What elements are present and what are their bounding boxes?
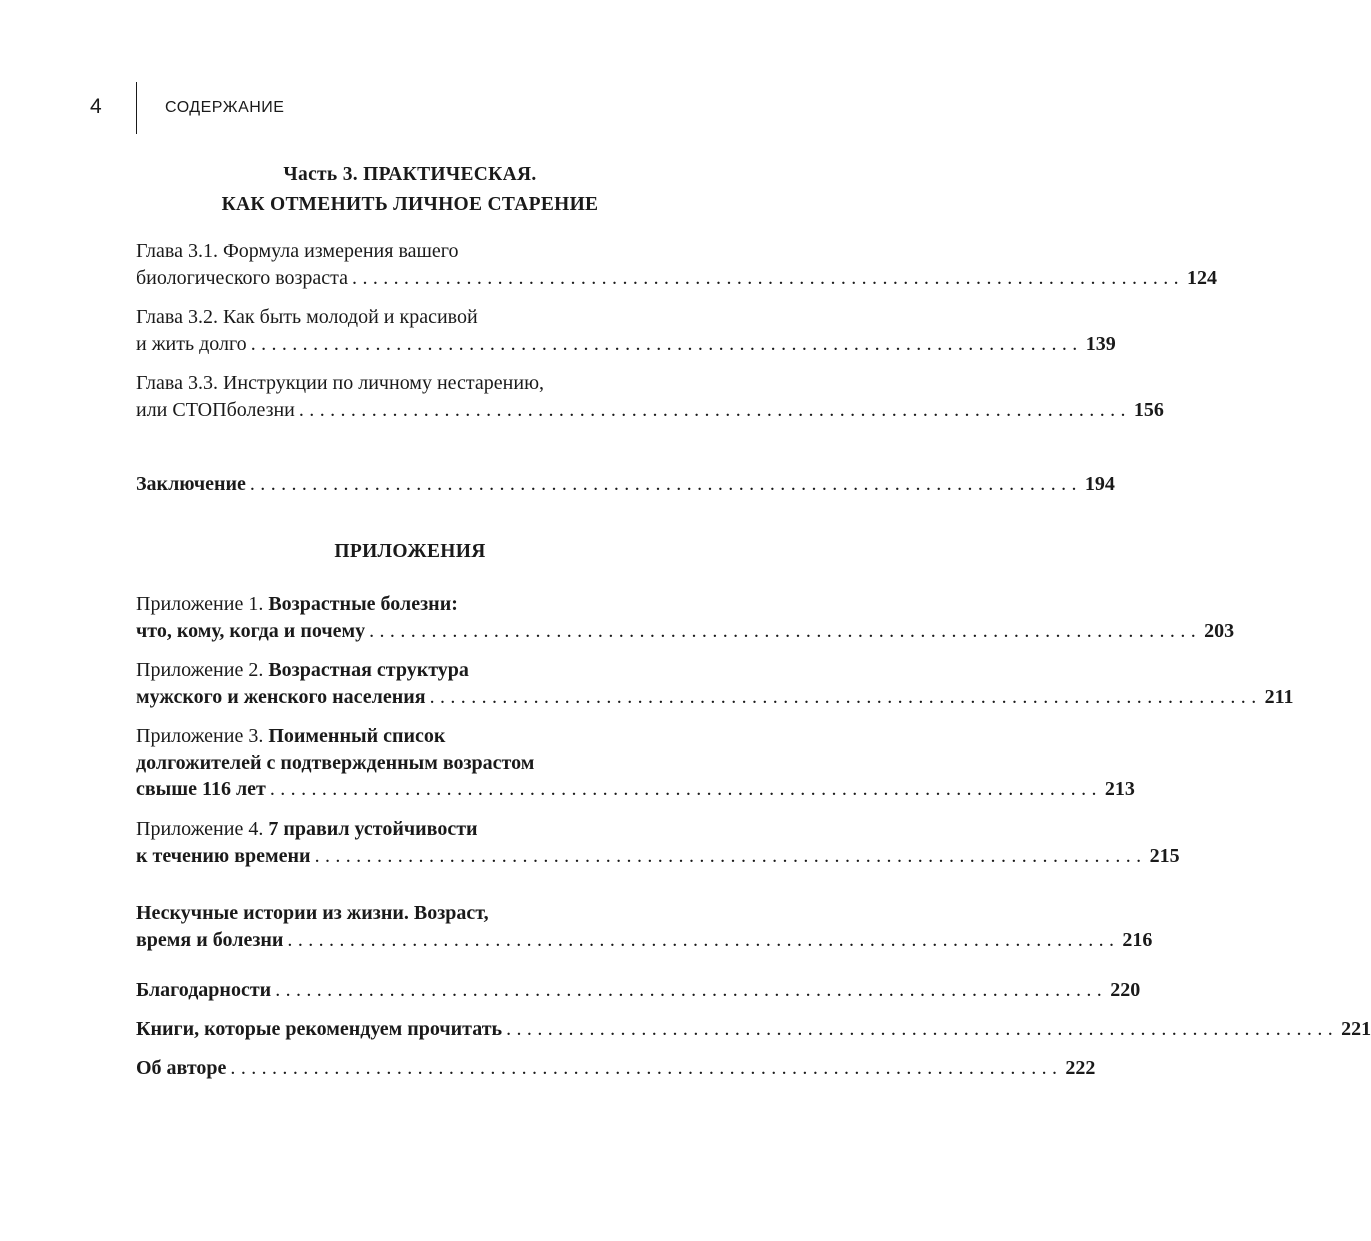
header-divider — [136, 82, 137, 134]
appendix-prefix: Приложение 4. — [136, 818, 269, 840]
toc-entry-title: биологического возраста — [136, 266, 349, 289]
toc-entry-title: Поименный список — [268, 725, 446, 747]
dot-leader: ................................................................................ — [298, 398, 1131, 421]
toc-entry-title: мужского и женского населения — [136, 685, 426, 708]
toc-page-number: 124 — [1187, 266, 1218, 289]
appendix-prefix: Приложение 3. — [136, 725, 269, 747]
toc-entry-title: 7 правил устойчивости — [268, 818, 478, 840]
toc-entry-title: долгожителей с подтвержденным возрастом — [136, 751, 535, 774]
part-heading — [136, 160, 684, 220]
toc-entry-title: или СТОПболезни — [136, 398, 295, 421]
part-heading-line1: Часть 3. ПРАКТИЧЕСКАЯ. — [283, 164, 537, 185]
toc-entry-acknowledgements[interactable] — [136, 977, 1141, 1004]
appendix-prefix: Приложение 1. — [136, 593, 269, 615]
toc-page-number: 139 — [1085, 332, 1116, 355]
part-heading-line2: КАК ОТМЕНИТЬ ЛИЧНОЕ СТАРЕНИЕ — [221, 194, 599, 215]
appendix-prefix: Приложение 2. — [136, 659, 269, 681]
toc-entry-appendix-1[interactable] — [136, 591, 1235, 644]
dot-leader: ................................................................................ — [314, 844, 1147, 867]
toc-page-number: 194 — [1084, 473, 1115, 495]
dot-leader: ................................................................................ — [249, 473, 1082, 495]
toc-page-number: 213 — [1104, 778, 1135, 800]
toc-entry-appendix-3[interactable] — [136, 723, 1135, 803]
toc-entry-title: Благодарности — [136, 979, 272, 1001]
dot-leader: ................................................................................ — [506, 1018, 1339, 1040]
dot-leader: ................................................................................ — [429, 685, 1262, 708]
toc-entry-title: Книги, которые рекомендуем прочитать — [136, 1018, 503, 1040]
toc-entry-title: и жить долго — [136, 332, 247, 355]
toc-entry-title: Глава 3.2. Как быть молодой и красивой — [136, 306, 478, 328]
toc-entry-appendix-4[interactable] — [136, 816, 1180, 869]
toc-entry-title: Глава 3.1. Формула измерения вашего — [136, 240, 459, 262]
toc-page-number: 156 — [1133, 398, 1164, 421]
toc-entry-title: Заключение — [136, 473, 246, 495]
dot-leader: ................................................................................ — [250, 332, 1083, 355]
toc-entry-chapter-3-2[interactable] — [136, 304, 1116, 357]
toc-entry-conclusion[interactable] — [136, 471, 1115, 498]
toc-entry-appendix-2[interactable] — [136, 657, 1294, 710]
running-head: СОДЕРЖАНИЕ — [165, 99, 285, 116]
toc-page-number: 203 — [1204, 619, 1235, 642]
dot-leader: ................................................................................ — [269, 778, 1102, 800]
toc-entry-title: Возрастные болезни: — [268, 593, 458, 615]
dot-leader: ................................................................................ — [287, 928, 1120, 951]
toc-page-number: 216 — [1122, 928, 1153, 951]
toc-entry-chapter-3-3[interactable] — [136, 370, 1164, 423]
toc-page-number: 220 — [1110, 979, 1141, 1001]
toc-page-number: 215 — [1149, 844, 1180, 867]
toc-entry-title: Об авторе — [136, 1057, 227, 1079]
toc-page-number: 222 — [1065, 1057, 1096, 1079]
toc-entry-title: время и болезни — [136, 928, 284, 951]
toc-page-number: 211 — [1264, 685, 1294, 708]
toc-entry-title: Возрастная структура — [268, 659, 469, 681]
dot-leader: ................................................................................ — [352, 266, 1185, 289]
page-number: 4 — [90, 95, 102, 118]
toc-entry-title: к течению времени — [136, 844, 311, 867]
toc-page-number: 221 — [1341, 1018, 1371, 1040]
toc-entry-about-author[interactable] — [136, 1055, 1096, 1082]
dot-leader: ................................................................................ — [230, 1057, 1063, 1079]
toc-entry-chapter-3-1[interactable] — [136, 238, 1218, 291]
dot-leader: ................................................................................ — [275, 979, 1108, 1001]
appendices-heading: ПРИЛОЖЕНИЯ — [334, 541, 486, 562]
toc-entry-recommended-books[interactable] — [136, 1016, 1371, 1043]
dot-leader: ................................................................................ — [369, 619, 1202, 642]
toc-entry-title: Нескучные истории из жизни. Возраст, — [136, 902, 489, 924]
toc-entry-title: свыше 116 лет — [136, 778, 266, 800]
toc-entry-title: Глава 3.3. Инструкции по личному нестарению, — [136, 372, 545, 394]
toc-entry-stories[interactable] — [136, 900, 1153, 953]
toc-entry-title: что, кому, когда и почему — [136, 619, 366, 642]
